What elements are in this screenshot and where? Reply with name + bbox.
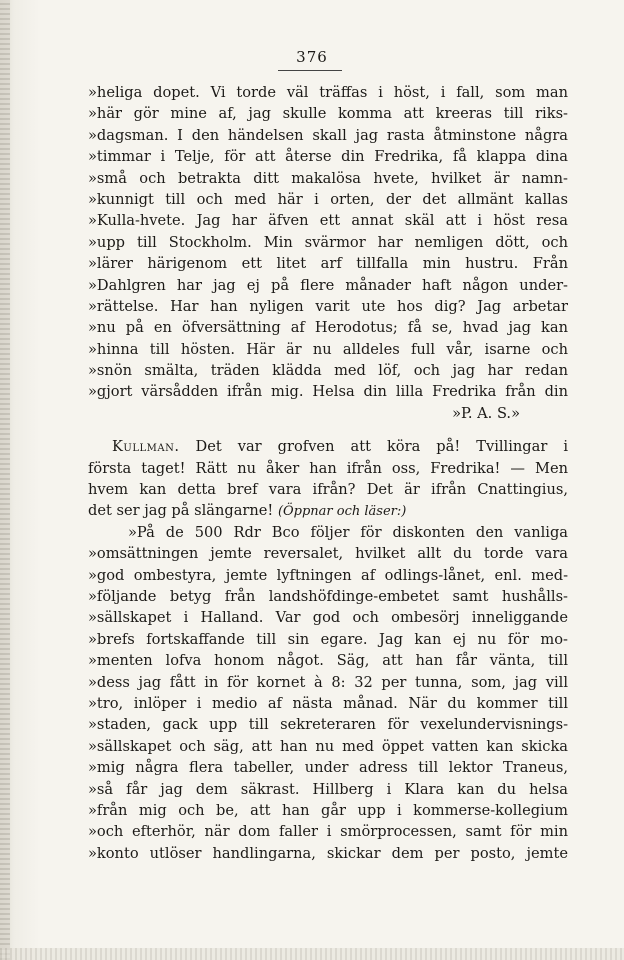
speech-text: det ser jag på slängarne! [88,502,274,520]
text-line: »upp till Stockholm. Min svärmor har nemligen dött, och [88,233,568,251]
text-line: »nu på en öfversättning af Herodotus; få se, hvad jag kan [88,319,568,337]
text-line: »staden, gack upp till sekreteraren för vexelundervisnings- [88,716,568,734]
text-line: »menten lofva honom något. Säg, att han får vänta, till [88,652,568,670]
page-bottom-edge [0,948,624,960]
speech-first-line [88,436,568,457]
text-body [88,82,568,864]
text-line: »följande betyg från landshöfdinge-embetet samt hushålls- [88,587,568,605]
spacer [88,424,568,436]
text-line: »så får jag dem säkrast. Hillberg i Klara kan du helsa [88,780,568,798]
text-line: »lärer härigenom ett litet arf tillfalla min hustru. Från [88,255,568,273]
text-line: »kunnigt till och med här i orten, der det allmänt kallas [88,190,568,208]
text-line: »heliga dopet. Vi torde väl träffas i höst, i fall, som man [88,84,568,101]
text-line: »konto utlöser handlingarna, skickar dem per posto, jemte [88,844,568,862]
text-line: »gjort värsådden ifrån mig. Helsa din lilla Fredrika från din [88,383,568,401]
text-line: »dagsman. I den händelsen skall jag rasta åtminstone några [88,126,568,144]
text-line: »omsättningen jemte reversalet, hvilket allt du torde vara [88,545,568,563]
text-line: hvem kan detta bref vara ifrån? Det är ifrån Cnattingius, [88,481,568,499]
text-line: »brefs fortskaffande till sin egare. Jag kan ej nu för mo- [88,630,568,648]
text-line: »här gör mine af, jag skulle komma att kreeras till riks- [88,105,568,123]
text-line: »hinna till hösten. Här är nu alldeles full vår, isarne och [88,340,568,358]
speaker-name: Kullman. [112,438,180,456]
text-line: »sällskapet i Halland. Var god och ombesörj inneliggande [88,609,568,627]
speech-text: Det var grofven att köra på! Tvillingar i [195,438,568,456]
text-line: »från mig och be, att han går upp i kommerse-kollegium [88,801,568,819]
text-line: »timmar i Telje, för att återse din Fredrika, få klappa dina [88,148,568,166]
letter-signature: »P. A. S.» [452,404,520,422]
text-line: »och efterhör, när dom faller i smörprocessen, samt för min [88,823,568,841]
speech-last-line [88,500,568,521]
text-line: första taget! Rätt nu åker han ifrån oss, Fredrika! — Men [88,459,568,477]
text-line: »god ombestyra, jemte lyftningen af odlings-lånet, enl. med- [88,566,568,584]
text-line: »sällskapet och säg, att han nu med öppet vatten kan skicka [88,737,568,755]
text-line: »tro, inlöper i medio af nästa månad. När du kommer till [88,694,568,712]
page-number: 376 [296,48,328,66]
text-line: »Dahlgren har jag ej på flere månader haft någon under- [88,276,568,294]
text-line: »rättelse. Har han nyligen varit ute hos dig? Jag arbetar [88,297,568,315]
letter-2 [88,522,568,864]
text-line: »små och betrakta ditt makalösa hvete, hvilket är namn- [88,169,568,187]
speech-block [88,436,568,522]
text-line: »snön smälta, träden klädda med löf, och jag har redan [88,362,568,380]
stage-direction: (Öppnar och läser:) [277,504,407,520]
text-line: »På de 500 Rdr Bco följer för diskonten den vanliga [128,523,568,541]
letter-1 [88,82,568,424]
text-line: »Kulla-hvete. Jag har äfven ett annat skäl att i höst resa [88,212,568,230]
header-rule [278,70,342,71]
text-line: »mig några flera tabeller, under adress till lektor Traneus, [88,759,568,777]
text-line: »dess jag fått in för kornet à 8: 32 per tunna, som, jag vill [88,673,568,691]
page-binding-edge [0,0,10,960]
